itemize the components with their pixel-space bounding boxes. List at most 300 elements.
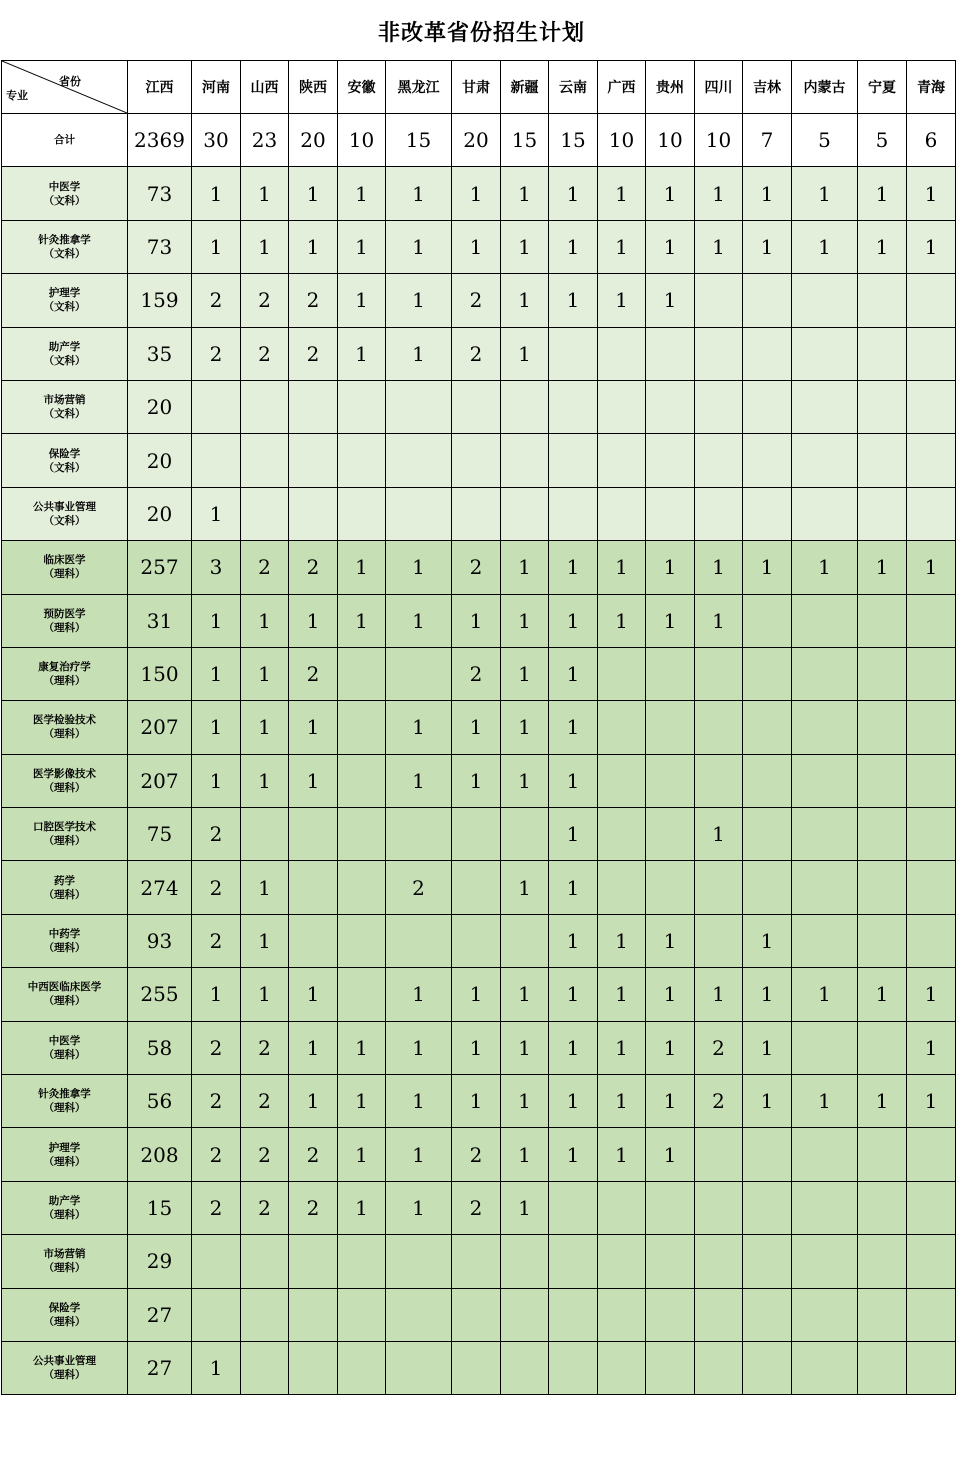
quota-cell: 1 (598, 968, 646, 1021)
quota-cell (907, 274, 956, 327)
quota-cell (501, 1235, 549, 1288)
quota-cell (338, 808, 386, 861)
quota-cell (646, 327, 695, 380)
quota-cell (743, 808, 792, 861)
quota-cell: 1 (241, 220, 289, 273)
quota-cell (907, 808, 956, 861)
quota-cell (452, 1288, 501, 1341)
major-cell (2, 1128, 128, 1181)
quota-cell: 2 (192, 1181, 241, 1234)
quota-cell (598, 1288, 646, 1341)
quota-cell: 2 (289, 1181, 338, 1234)
quota-cell: 2 (289, 327, 338, 380)
quota-cell (743, 861, 792, 914)
quota-cell (241, 808, 289, 861)
quota-cell (858, 380, 907, 433)
quota-cell (289, 1288, 338, 1341)
table-row (2, 327, 956, 380)
quota-cell: 2 (192, 1075, 241, 1128)
quota-cell (598, 808, 646, 861)
quota-cell (241, 487, 289, 540)
quota-cell (792, 1128, 858, 1181)
table-row (2, 968, 956, 1021)
province-header: 黑龙江 (386, 61, 452, 114)
quota-cell (907, 1288, 956, 1341)
quota-cell (501, 1341, 549, 1394)
major-track: （理科） (43, 1315, 86, 1328)
quota-cell: 1 (743, 1021, 792, 1074)
quota-cell: 1 (386, 327, 452, 380)
quota-cell: 2 (241, 541, 289, 594)
quota-cell: 2 (289, 1128, 338, 1181)
quota-cell (501, 434, 549, 487)
quota-cell (598, 1235, 646, 1288)
quota-cell (501, 914, 549, 967)
quota-cell: 1 (192, 1341, 241, 1394)
province-header: 吉林 (743, 61, 792, 114)
quota-cell (338, 434, 386, 487)
quota-cell (907, 1341, 956, 1394)
quota-cell (743, 274, 792, 327)
major-track: （文科） (43, 194, 86, 207)
quota-cell (743, 754, 792, 807)
quota-cell (289, 1235, 338, 1288)
total-value-cell: 20 (289, 114, 338, 167)
quota-cell (858, 701, 907, 754)
province-header: 河南 (192, 61, 241, 114)
quota-cell: 1 (452, 701, 501, 754)
total-value-cell: 15 (386, 114, 452, 167)
table-row (2, 541, 956, 594)
major-track: （理科） (43, 728, 86, 741)
quota-cell: 1 (907, 1021, 956, 1074)
total-value-cell: 15 (549, 114, 598, 167)
quota-cell (695, 1128, 743, 1181)
quota-cell (792, 701, 858, 754)
major-track: （理科） (43, 568, 86, 581)
quota-cell: 1 (386, 1181, 452, 1234)
total-value-cell: 7 (743, 114, 792, 167)
quota-cell (452, 1341, 501, 1394)
major-name: 公共事业管理 (33, 500, 96, 513)
major-track: （理科） (43, 888, 86, 901)
quota-cell: 1 (598, 1021, 646, 1074)
major-name: 临床医学 (43, 554, 86, 567)
table-row (2, 1075, 956, 1128)
quota-cell (907, 861, 956, 914)
quota-cell: 1 (192, 167, 241, 220)
province-header: 内蒙古 (792, 61, 858, 114)
table-body (2, 114, 956, 1395)
major-name: 保险学 (48, 447, 81, 460)
quota-cell (598, 701, 646, 754)
quota-cell: 1 (338, 1075, 386, 1128)
table-row (2, 220, 956, 273)
quota-cell: 1 (338, 327, 386, 380)
quota-cell (549, 327, 598, 380)
quota-cell (907, 434, 956, 487)
quota-cell (907, 380, 956, 433)
quota-cell: 1 (386, 701, 452, 754)
quota-cell: 1 (743, 1075, 792, 1128)
total-value-cell: 30 (192, 114, 241, 167)
major-cell (2, 1341, 128, 1394)
quota-cell: 2 (241, 1021, 289, 1074)
quota-cell (743, 434, 792, 487)
quota-cell (907, 701, 956, 754)
quota-cell (598, 1181, 646, 1234)
quota-cell: 1 (549, 1021, 598, 1074)
quota-cell: 1 (386, 1128, 452, 1181)
major-cell (2, 380, 128, 433)
quota-cell: 1 (338, 1128, 386, 1181)
quota-cell: 1 (907, 968, 956, 1021)
quota-cell (646, 808, 695, 861)
quota-cell: 1 (549, 274, 598, 327)
quota-cell: 1 (501, 1075, 549, 1128)
province-header: 青海 (907, 61, 956, 114)
quota-cell: 1 (386, 167, 452, 220)
quota-cell (386, 1341, 452, 1394)
quota-cell: 1 (858, 220, 907, 273)
quota-cell (646, 701, 695, 754)
province-header: 江西 (128, 61, 192, 114)
quota-cell: 159 (128, 274, 192, 327)
major-name: 助产学 (48, 340, 81, 353)
province-header: 宁夏 (858, 61, 907, 114)
table-row (2, 808, 956, 861)
quota-cell (646, 1181, 695, 1234)
major-name: 市场营销 (43, 1248, 86, 1261)
quota-cell: 1 (646, 1021, 695, 1074)
major-cell (2, 968, 128, 1021)
quota-cell: 1 (192, 220, 241, 273)
quota-cell: 1 (452, 594, 501, 647)
quota-cell: 1 (338, 1021, 386, 1074)
quota-cell: 58 (128, 1021, 192, 1074)
quota-cell (289, 434, 338, 487)
quota-cell: 1 (792, 968, 858, 1021)
quota-cell: 1 (695, 541, 743, 594)
quota-cell: 1 (501, 701, 549, 754)
quota-cell: 1 (549, 541, 598, 594)
quota-cell (646, 1341, 695, 1394)
quota-cell: 1 (598, 914, 646, 967)
major-cell (2, 1075, 128, 1128)
major-track: （理科） (43, 675, 86, 688)
quota-cell: 1 (386, 1021, 452, 1074)
quota-cell (907, 594, 956, 647)
quota-cell (907, 1128, 956, 1181)
quota-cell: 2 (452, 327, 501, 380)
quota-cell: 1 (792, 1075, 858, 1128)
table-row (2, 861, 956, 914)
major-track: （理科） (43, 835, 86, 848)
quota-cell (598, 380, 646, 433)
quota-cell (452, 434, 501, 487)
quota-cell (598, 1341, 646, 1394)
quota-cell: 1 (646, 220, 695, 273)
quota-cell: 1 (452, 754, 501, 807)
quota-cell: 1 (338, 167, 386, 220)
quota-cell (907, 1235, 956, 1288)
quota-cell: 1 (907, 1075, 956, 1128)
province-header: 贵州 (646, 61, 695, 114)
major-cell (2, 861, 128, 914)
quota-cell: 1 (549, 220, 598, 273)
major-cell (2, 327, 128, 380)
quota-cell: 1 (192, 487, 241, 540)
quota-cell (386, 380, 452, 433)
quota-cell (646, 754, 695, 807)
quota-cell: 2 (192, 808, 241, 861)
quota-cell: 2 (241, 1075, 289, 1128)
quota-cell: 1 (695, 594, 743, 647)
quota-cell (549, 1341, 598, 1394)
total-value-cell: 15 (501, 114, 549, 167)
major-cell (2, 1181, 128, 1234)
quota-cell (743, 1235, 792, 1288)
quota-cell: 1 (241, 914, 289, 967)
quota-cell: 1 (646, 914, 695, 967)
quota-cell (598, 647, 646, 700)
quota-cell (858, 487, 907, 540)
quota-cell: 1 (452, 1075, 501, 1128)
quota-cell: 1 (598, 167, 646, 220)
major-track: （理科） (43, 1262, 86, 1275)
table-row (2, 274, 956, 327)
major-name: 药学 (54, 874, 75, 887)
quota-cell (792, 274, 858, 327)
page-title: 非改革省份招生计划 (377, 21, 585, 46)
major-cell (2, 1021, 128, 1074)
major-track: （理科） (43, 1048, 86, 1061)
major-track: （文科） (43, 514, 86, 527)
quota-cell: 1 (192, 647, 241, 700)
quota-cell (386, 1288, 452, 1341)
quota-cell: 2 (452, 647, 501, 700)
quota-cell: 75 (128, 808, 192, 861)
quota-cell: 1 (549, 861, 598, 914)
quota-cell: 1 (858, 541, 907, 594)
major-cell (2, 541, 128, 594)
table-row (2, 1128, 956, 1181)
quota-cell: 1 (792, 167, 858, 220)
quota-cell (792, 647, 858, 700)
quota-cell: 1 (549, 701, 598, 754)
quota-cell (241, 1341, 289, 1394)
quota-cell: 1 (452, 968, 501, 1021)
quota-cell (549, 487, 598, 540)
quota-cell (338, 754, 386, 807)
quota-cell: 1 (192, 968, 241, 1021)
quota-cell: 1 (501, 541, 549, 594)
quota-cell (289, 914, 338, 967)
quota-cell (386, 434, 452, 487)
quota-cell (338, 1235, 386, 1288)
major-track: （理科） (43, 1369, 86, 1382)
quota-cell: 1 (452, 167, 501, 220)
quota-cell: 1 (386, 1075, 452, 1128)
quota-cell (695, 861, 743, 914)
quota-cell (858, 434, 907, 487)
total-label: 合计 (2, 114, 128, 167)
quota-cell (858, 274, 907, 327)
quota-cell: 2 (289, 647, 338, 700)
quota-cell (858, 1341, 907, 1394)
quota-cell (743, 1128, 792, 1181)
enrollment-plan-table (1, 60, 956, 1395)
quota-cell (501, 380, 549, 433)
quota-cell (792, 594, 858, 647)
quota-cell (907, 914, 956, 967)
province-header: 云南 (549, 61, 598, 114)
major-cell (2, 274, 128, 327)
quota-cell (695, 1288, 743, 1341)
quota-cell (907, 327, 956, 380)
quota-cell (695, 914, 743, 967)
quota-cell: 2 (386, 861, 452, 914)
quota-cell: 1 (386, 541, 452, 594)
quota-cell: 1 (192, 754, 241, 807)
quota-cell: 1 (549, 754, 598, 807)
quota-cell (907, 754, 956, 807)
quota-cell: 1 (386, 220, 452, 273)
table-row (2, 434, 956, 487)
quota-cell: 1 (743, 220, 792, 273)
quota-cell (452, 861, 501, 914)
major-name: 护理学 (48, 1141, 81, 1154)
quota-cell: 1 (289, 754, 338, 807)
quota-cell: 1 (646, 274, 695, 327)
major-name: 中药学 (48, 928, 81, 941)
table-row (2, 1341, 956, 1394)
quota-cell (695, 434, 743, 487)
quota-cell: 1 (743, 541, 792, 594)
quota-cell (743, 647, 792, 700)
total-row (2, 114, 956, 167)
quota-cell: 35 (128, 327, 192, 380)
quota-cell: 93 (128, 914, 192, 967)
quota-cell: 1 (598, 541, 646, 594)
quota-cell (743, 1181, 792, 1234)
quota-cell: 1 (549, 968, 598, 1021)
quota-cell (695, 1181, 743, 1234)
quota-cell (792, 1288, 858, 1341)
quota-cell: 1 (501, 220, 549, 273)
quota-cell: 56 (128, 1075, 192, 1128)
quota-cell: 1 (289, 167, 338, 220)
table-row (2, 1235, 956, 1288)
quota-cell (858, 647, 907, 700)
quota-cell (646, 1288, 695, 1341)
quota-cell (192, 1235, 241, 1288)
quota-cell (338, 487, 386, 540)
quota-cell (646, 1235, 695, 1288)
major-name: 医学影像技术 (33, 767, 96, 780)
quota-cell: 1 (501, 594, 549, 647)
quota-cell: 3 (192, 541, 241, 594)
quota-cell: 1 (501, 274, 549, 327)
quota-cell (792, 1181, 858, 1234)
quota-cell: 1 (289, 1075, 338, 1128)
quota-cell (858, 1235, 907, 1288)
quota-cell (646, 487, 695, 540)
major-name: 保险学 (48, 1301, 81, 1314)
quota-cell: 150 (128, 647, 192, 700)
quota-cell: 1 (646, 167, 695, 220)
quota-cell: 1 (907, 541, 956, 594)
quota-cell (386, 808, 452, 861)
total-value-cell: 10 (598, 114, 646, 167)
quota-cell (792, 754, 858, 807)
major-track: （理科） (43, 621, 86, 634)
quota-cell: 1 (501, 754, 549, 807)
quota-cell: 2 (192, 274, 241, 327)
quota-cell: 1 (549, 914, 598, 967)
quota-cell (192, 1288, 241, 1341)
quota-cell (598, 861, 646, 914)
quota-cell (338, 914, 386, 967)
quota-cell: 1 (241, 701, 289, 754)
quota-cell: 1 (549, 594, 598, 647)
quota-cell: 257 (128, 541, 192, 594)
quota-cell: 2 (192, 914, 241, 967)
major-cell (2, 914, 128, 967)
quota-cell (192, 434, 241, 487)
quota-cell (907, 487, 956, 540)
quota-cell (452, 914, 501, 967)
quota-cell: 1 (192, 701, 241, 754)
quota-cell (858, 1288, 907, 1341)
quota-cell: 20 (128, 487, 192, 540)
quota-cell (743, 327, 792, 380)
table-row (2, 1181, 956, 1234)
major-track: （文科） (43, 461, 86, 474)
major-name: 口腔医学技术 (33, 821, 96, 834)
quota-cell (452, 808, 501, 861)
table-row (2, 594, 956, 647)
quota-cell (858, 1181, 907, 1234)
table-row (2, 380, 956, 433)
major-name: 医学检验技术 (33, 714, 96, 727)
quota-cell: 1 (241, 968, 289, 1021)
quota-cell (743, 701, 792, 754)
quota-cell: 73 (128, 167, 192, 220)
quota-cell: 2 (289, 274, 338, 327)
major-name: 市场营销 (43, 394, 86, 407)
province-header: 安徽 (338, 61, 386, 114)
quota-cell (743, 1288, 792, 1341)
quota-cell: 1 (241, 167, 289, 220)
quota-cell: 1 (338, 541, 386, 594)
quota-cell: 1 (695, 167, 743, 220)
table-row (2, 1021, 956, 1074)
total-value-cell: 10 (646, 114, 695, 167)
quota-cell (452, 380, 501, 433)
quota-cell (792, 327, 858, 380)
major-name: 针灸推拿学 (38, 233, 91, 246)
quota-cell: 1 (386, 274, 452, 327)
quota-cell (598, 434, 646, 487)
quota-cell: 1 (646, 594, 695, 647)
quota-cell (792, 808, 858, 861)
major-cell (2, 754, 128, 807)
quota-cell (549, 1235, 598, 1288)
province-header: 山西 (241, 61, 289, 114)
quota-cell: 1 (598, 1128, 646, 1181)
quota-cell (858, 754, 907, 807)
